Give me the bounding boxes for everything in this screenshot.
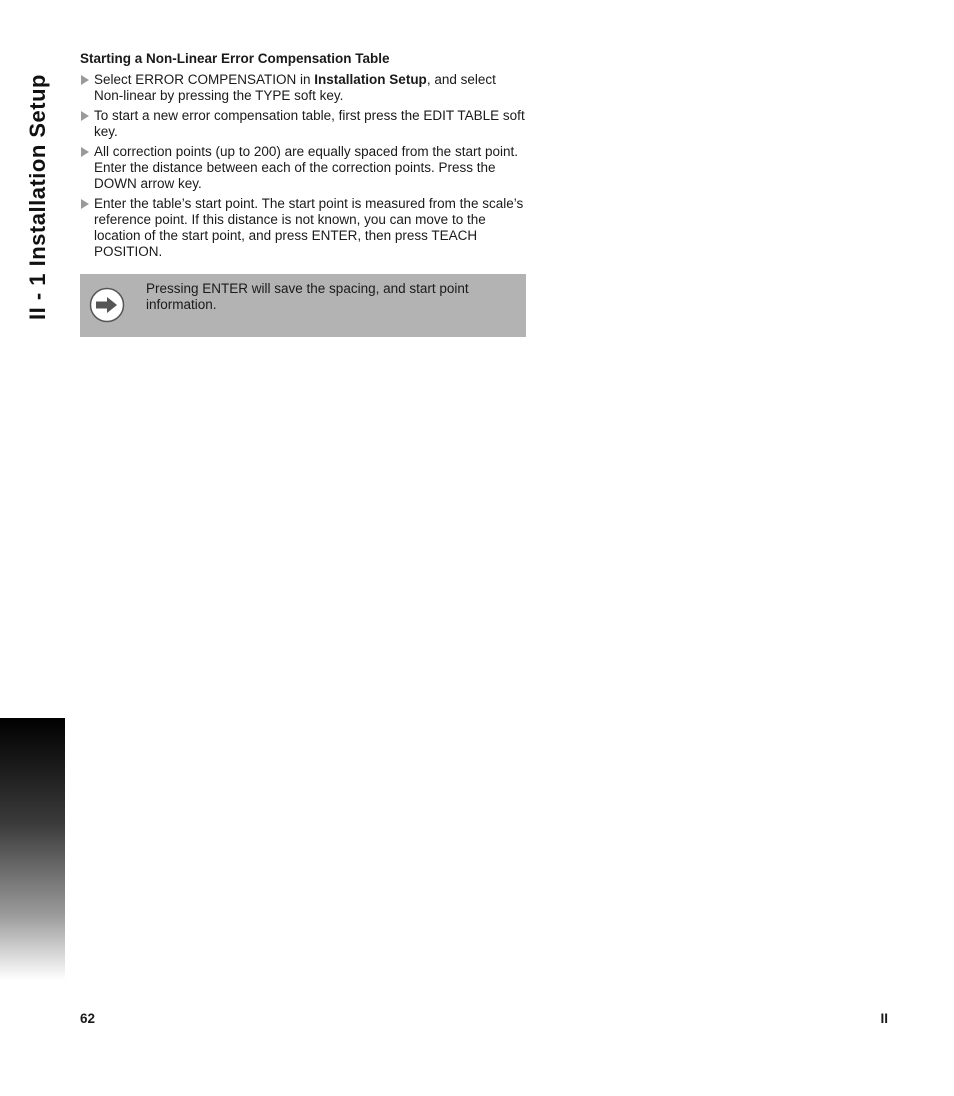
step-text: All correction points (up to 200) are equally spaced from the start point. Enter the distance between each of the correction points. Press the DOWN arrow key. [94,144,518,191]
triangle-bullet-icon [81,147,89,157]
step-item [80,196,526,260]
page-number: 62 [80,1011,96,1026]
step-text-pre: Select ERROR COMPENSATION in [94,72,315,87]
side-tab-label: II - 1 Installation Setup [25,74,51,320]
step-text-post: , and select Non-linear by pressing the TYPE soft key. [94,72,496,103]
side-gradient-bar [0,718,65,980]
triangle-bullet-icon [81,111,89,121]
step-text-bold: Installation Setup [314,72,427,87]
note-box [80,274,526,337]
triangle-bullet-icon [81,199,89,209]
section-title: Starting a Non-Linear Error Compensation Table [80,51,390,66]
step-item [80,72,526,104]
step-list [80,72,526,260]
note-text: Pressing ENTER will save the spacing, and start point information. [146,281,469,312]
main-content [80,50,526,337]
step-text: Enter the table’s start point. The start point is measured from the scale’s reference point. If this distance is not known, you can move to the location of the start point, and press ENTER, then press TEACH POSITION. [94,196,524,259]
step-text: To start a new error compensation table, first press the EDIT TABLE soft key. [94,108,525,139]
step-item [80,144,526,192]
triangle-bullet-icon [81,75,89,85]
arrow-right-icon [89,287,125,323]
chapter-number: II [880,1011,888,1026]
step-item [80,108,526,140]
side-tab [24,52,52,342]
